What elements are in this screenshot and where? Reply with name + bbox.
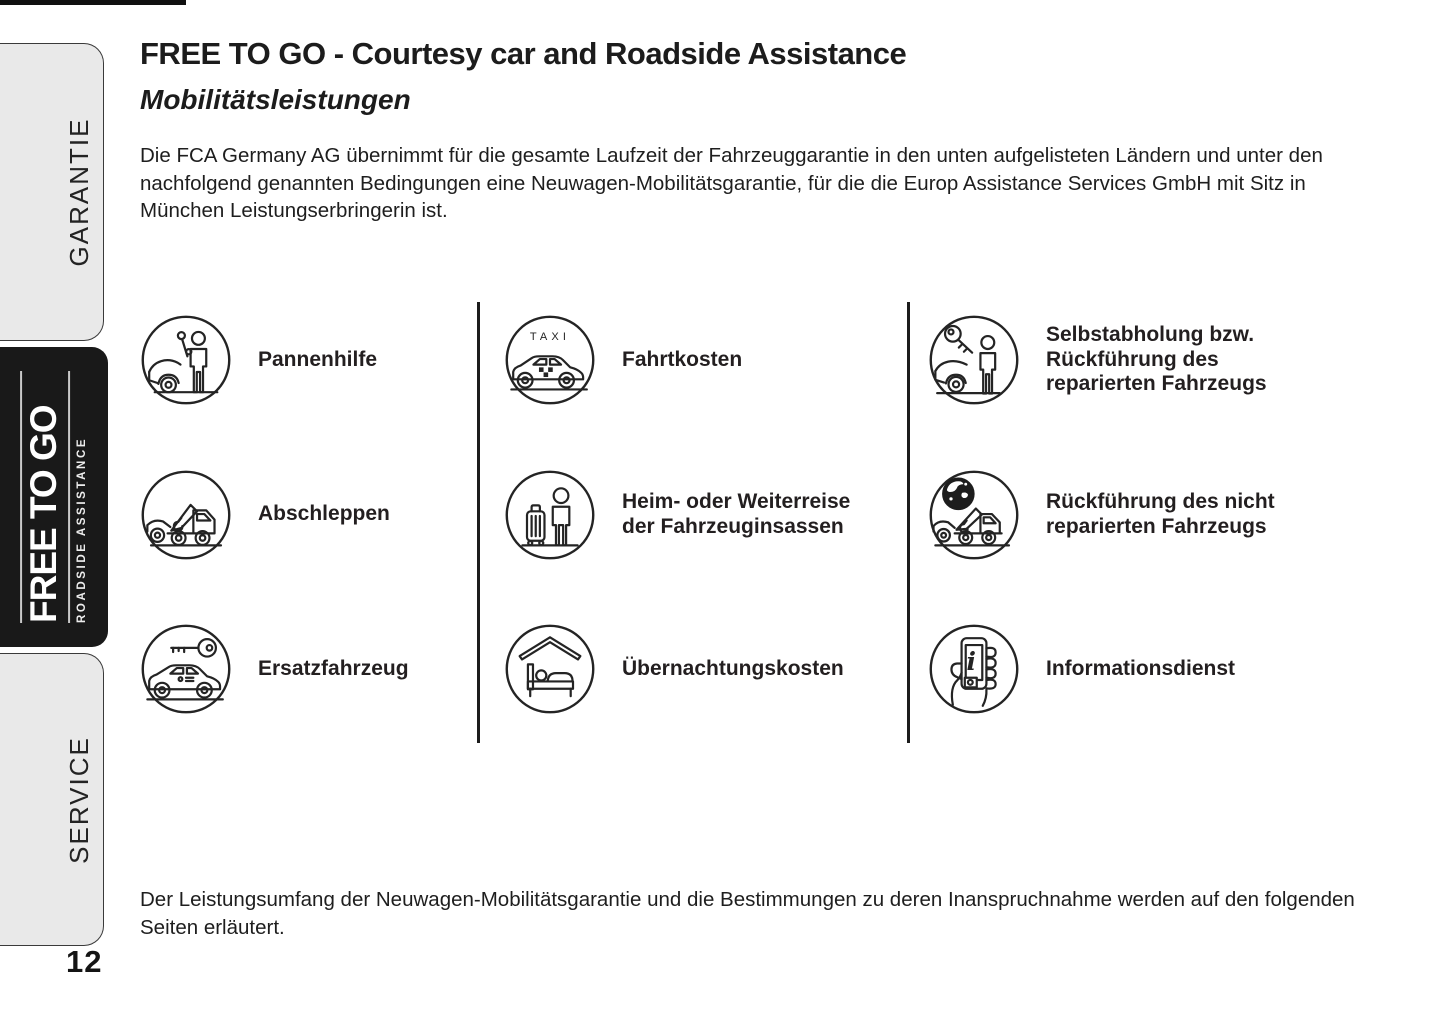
info-glyph: i — [966, 646, 976, 676]
service-item-pannenhilfe — [140, 314, 477, 406]
logo-rule-bottom — [68, 371, 70, 623]
service-item-informationsdienst — [928, 623, 1393, 715]
key-pickup-icon — [928, 314, 1020, 406]
service-label: Heim- oder Weiterreise der Fahrzeuginsassen — [622, 490, 851, 538]
tab-free-to-go-sublabel: ROADSIDE ASSISTANCE — [75, 436, 88, 623]
hotel-bed-icon — [504, 623, 596, 715]
service-item-selbstabholung — [928, 314, 1393, 406]
service-label: Informationsdienst — [1046, 656, 1236, 680]
service-item-fahrtkosten — [504, 314, 907, 406]
service-label: Pannenhilfe — [258, 347, 378, 371]
tab-service — [0, 653, 104, 946]
services-column-1 — [140, 302, 477, 743]
page-title: FREE TO GO - Courtesy car and Roadside Assistance — [140, 36, 907, 71]
service-item-abschleppen — [140, 469, 477, 561]
tab-garantie-label: GARANTIE — [64, 117, 94, 267]
tab-service-label: SERVICE — [64, 735, 94, 864]
tab-free-to-go-label: FREE TO GO — [23, 405, 65, 623]
service-label: Rückführung des nicht reparierten Fahrzeugs — [1046, 490, 1275, 538]
services-column-3 — [910, 302, 1393, 743]
service-item-ersatzfahrzeug — [140, 623, 477, 715]
service-label: Abschleppen — [258, 502, 390, 526]
phone-info-icon — [928, 623, 1020, 715]
service-item-weiterreise — [504, 469, 907, 561]
footer-note: Der Leistungsumfang der Neuwagen-Mobilitätsgarantie und die Bestimmungen zu deren Inanspruchnahme werden auf den folgenden Seiten erläutert. — [140, 888, 1355, 939]
replacement-car-key-icon — [140, 623, 232, 715]
page-number: 12 — [66, 944, 103, 979]
tab-free-to-go — [0, 347, 108, 647]
tow-truck-icon — [140, 469, 232, 561]
breakdown-assistance-icon — [140, 314, 232, 406]
taxi-sign-text: TAXI — [529, 330, 571, 343]
intro-paragraph: Die FCA Germany AG übernimmt für die gesamte Laufzeit der Fahrzeuggarantie in den unten aufgelisteten Ländern und unter den nachfolgend genannten Bedingungen eine Neuwagen-Mobilitätsgarantie, für die die Europ Assistance Services GmbH mit Sitz in München Leistungserbringerin ist. — [140, 144, 1323, 222]
taxi-icon — [504, 314, 596, 406]
print-edge-artifact — [0, 0, 186, 5]
service-label: Ersatzfahrzeug — [258, 656, 409, 680]
service-label: Fahrtkosten — [622, 347, 743, 371]
free-to-go-logo — [20, 371, 88, 623]
service-label: Selbstabholung bzw. Rückführung des reparierten Fahrzeugs — [1046, 323, 1267, 396]
tab-garantie — [0, 43, 104, 341]
service-item-rueckfuehrung — [928, 469, 1393, 561]
service-label: Übernachtungskosten — [622, 656, 844, 680]
services-grid — [140, 302, 1393, 743]
globe-tow-truck-icon — [928, 469, 1020, 561]
service-item-uebernachtung — [504, 623, 907, 715]
services-column-2 — [480, 302, 907, 743]
page-subtitle: Mobilitätsleistungen — [140, 84, 411, 115]
passenger-luggage-icon — [504, 469, 596, 561]
